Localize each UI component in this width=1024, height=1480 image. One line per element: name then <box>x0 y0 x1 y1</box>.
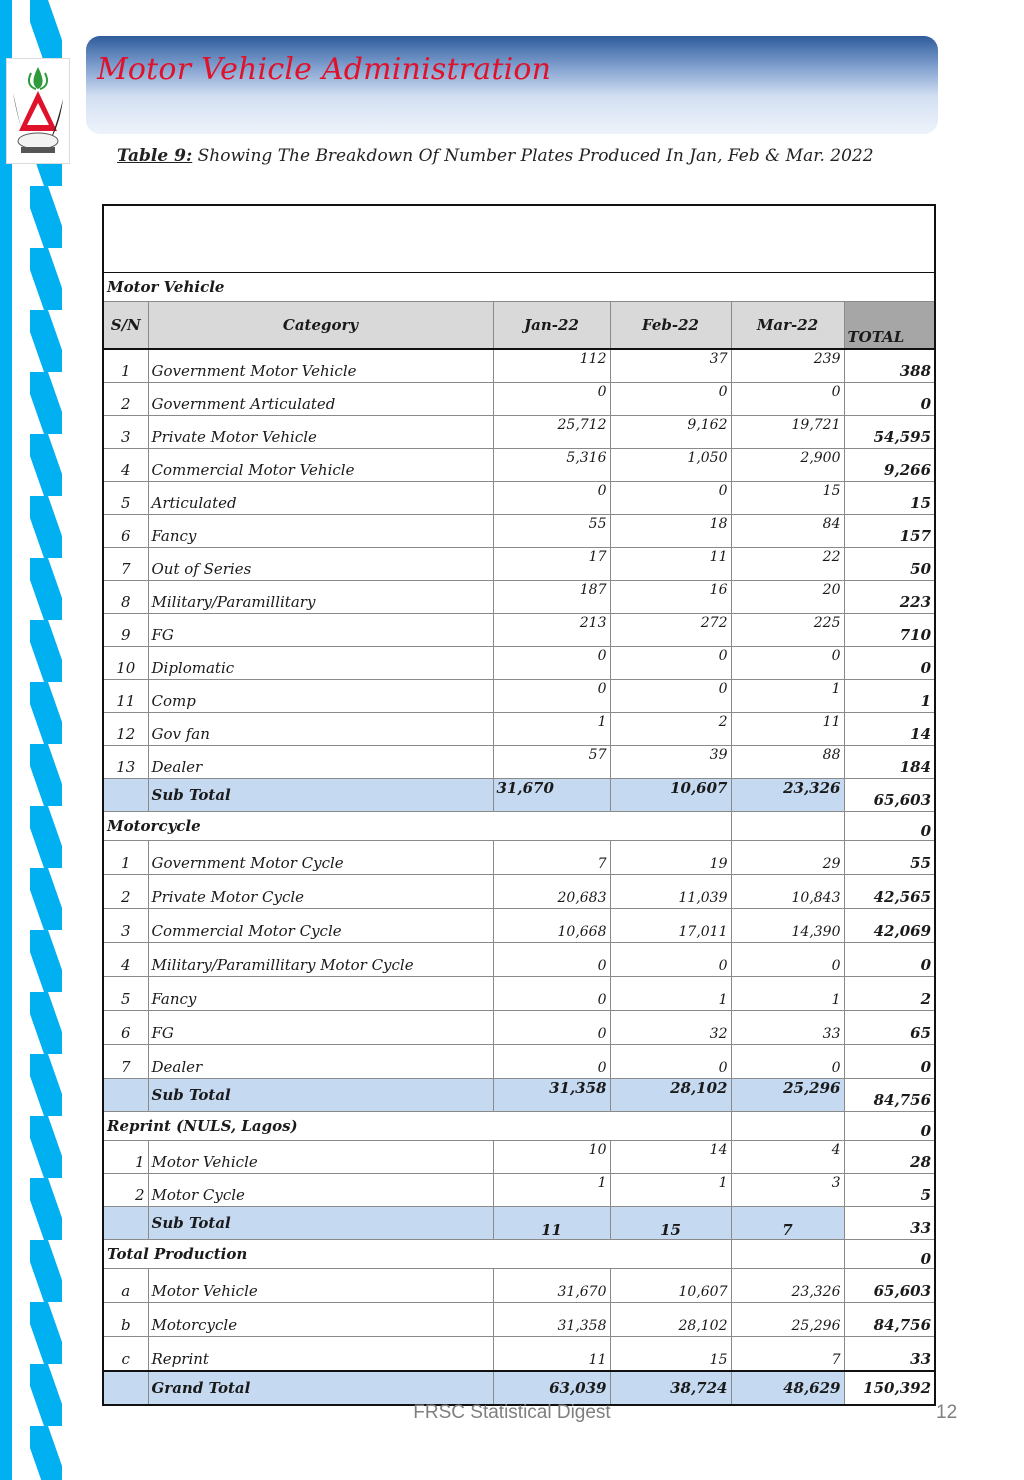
row-mar-value: 14,390 <box>731 909 844 943</box>
row-category: Motor Vehicle <box>148 1269 493 1303</box>
row-sn: 2 <box>103 1174 148 1207</box>
column-header-jan: Jan-22 <box>493 302 610 350</box>
row-jan-value: 1 <box>493 713 610 746</box>
row-category: Private Motor Vehicle <box>148 416 493 449</box>
row-category: Motor Cycle <box>148 1174 493 1207</box>
row-sn: 11 <box>103 680 148 713</box>
table-caption <box>117 146 874 166</box>
row-total-value: 0 <box>844 647 935 680</box>
row-sn: 2 <box>103 875 148 909</box>
caption-label: Table 9: <box>117 146 193 166</box>
row-mar-value: 25,296 <box>731 1303 844 1337</box>
row-total-value: 5 <box>844 1174 935 1207</box>
row-mar-value: 84 <box>731 515 844 548</box>
subtotal-feb-value: 15 <box>610 1207 731 1240</box>
row-category: Gov fan <box>148 713 493 746</box>
subtotal-sn <box>103 1371 148 1405</box>
table-blank-header <box>103 205 935 273</box>
row-category: Fancy <box>148 515 493 548</box>
footer-text: FRSC Statistical Digest <box>413 1402 611 1423</box>
subtotal-label: Grand Total <box>148 1371 493 1405</box>
row-sn: 8 <box>103 581 148 614</box>
subtotal-total-value: 150,392 <box>844 1371 935 1405</box>
row-jan-value: 57 <box>493 746 610 779</box>
row-sn: 7 <box>103 1045 148 1079</box>
table-row <box>103 875 935 909</box>
row-mar-value: 15 <box>731 482 844 515</box>
row-jan-value: 55 <box>493 515 610 548</box>
row-category: Out of Series <box>148 548 493 581</box>
caption-text: Showing The Breakdown Of Number Plates Produced In Jan, Feb & Mar. 2022 <box>192 146 874 166</box>
row-mar-value: 33 <box>731 1011 844 1045</box>
row-category: Comp <box>148 680 493 713</box>
row-category: Fancy <box>148 977 493 1011</box>
page-number: 12 <box>936 1402 958 1423</box>
row-total-value: 84,756 <box>844 1303 935 1337</box>
row-sn: 13 <box>103 746 148 779</box>
row-mar-value: 3 <box>731 1174 844 1207</box>
row-total-value: 28 <box>844 1141 935 1174</box>
subtotal-sn <box>103 779 148 812</box>
table-row <box>103 1337 935 1372</box>
row-sn: 3 <box>103 416 148 449</box>
table-row <box>103 1174 935 1207</box>
subtotal-mar-value: 25,296 <box>731 1079 844 1112</box>
row-total-value: 14 <box>844 713 935 746</box>
table-row <box>103 383 935 416</box>
row-total-value: 9,266 <box>844 449 935 482</box>
row-total-value: 388 <box>844 349 935 383</box>
row-mar-value: 22 <box>731 548 844 581</box>
subtotal-feb-value: 28,102 <box>610 1079 731 1112</box>
row-jan-value: 5,316 <box>493 449 610 482</box>
row-sn: 5 <box>103 977 148 1011</box>
subtotal-row <box>103 1079 935 1112</box>
row-mar-value: 225 <box>731 614 844 647</box>
row-feb-value: 1,050 <box>610 449 731 482</box>
row-sn: c <box>103 1337 148 1372</box>
row-feb-value: 18 <box>610 515 731 548</box>
row-mar-value: 4 <box>731 1141 844 1174</box>
row-jan-value: 10 <box>493 1141 610 1174</box>
row-sn: 1 <box>103 841 148 875</box>
section-empty <box>731 1240 844 1269</box>
table-row <box>103 515 935 548</box>
section-total-value: 0 <box>844 1112 935 1141</box>
row-feb-value: 0 <box>610 647 731 680</box>
row-total-value: 54,595 <box>844 416 935 449</box>
row-sn: 5 <box>103 482 148 515</box>
row-category: Reprint <box>148 1337 493 1372</box>
row-jan-value: 11 <box>493 1337 610 1372</box>
row-category: Private Motor Cycle <box>148 875 493 909</box>
table-row <box>103 746 935 779</box>
table-row <box>103 943 935 977</box>
subtotal-label: Sub Total <box>148 1207 493 1240</box>
row-total-value: 0 <box>844 943 935 977</box>
row-sn: 10 <box>103 647 148 680</box>
row-category: FG <box>148 1011 493 1045</box>
subtotal-jan-value: 11 <box>493 1207 610 1240</box>
subtotal-total-value: 33 <box>844 1207 935 1240</box>
row-mar-value: 23,326 <box>731 1269 844 1303</box>
row-jan-value: 0 <box>493 482 610 515</box>
row-sn: 9 <box>103 614 148 647</box>
row-jan-value: 112 <box>493 349 610 383</box>
column-header-mar: Mar-22 <box>731 302 844 350</box>
row-category: Military/Paramillitary <box>148 581 493 614</box>
section-empty <box>731 812 844 841</box>
row-category: Diplomatic <box>148 647 493 680</box>
row-feb-value: 11,039 <box>610 875 731 909</box>
subtotal-jan-value: 31,358 <box>493 1079 610 1112</box>
table-row <box>103 416 935 449</box>
row-mar-value: 1 <box>731 977 844 1011</box>
row-total-value: 0 <box>844 1045 935 1079</box>
row-feb-value: 19 <box>610 841 731 875</box>
row-mar-value: 20 <box>731 581 844 614</box>
row-jan-value: 0 <box>493 1011 610 1045</box>
section-title: Motorcycle <box>103 812 731 841</box>
row-total-value: 15 <box>844 482 935 515</box>
section-motor-vehicle <box>103 273 935 302</box>
row-feb-value: 0 <box>610 680 731 713</box>
row-sn: 7 <box>103 548 148 581</box>
table-row <box>103 909 935 943</box>
row-jan-value: 0 <box>493 647 610 680</box>
row-mar-value: 239 <box>731 349 844 383</box>
row-category: Government Motor Vehicle <box>148 349 493 383</box>
decorative-stripe <box>0 0 62 1480</box>
table-row <box>103 449 935 482</box>
row-category: Articulated <box>148 482 493 515</box>
row-mar-value: 19,721 <box>731 416 844 449</box>
subtotal-feb-value: 38,724 <box>610 1371 731 1405</box>
section-total-production <box>103 1240 935 1269</box>
row-total-value: 710 <box>844 614 935 647</box>
row-jan-value: 0 <box>493 680 610 713</box>
row-sn: 3 <box>103 909 148 943</box>
row-jan-value: 0 <box>493 943 610 977</box>
row-feb-value: 16 <box>610 581 731 614</box>
row-mar-value: 10,843 <box>731 875 844 909</box>
table-row <box>103 841 935 875</box>
row-total-value: 65,603 <box>844 1269 935 1303</box>
row-jan-value: 10,668 <box>493 909 610 943</box>
table-row <box>103 548 935 581</box>
row-feb-value: 1 <box>610 1174 731 1207</box>
row-category: Commercial Motor Cycle <box>148 909 493 943</box>
row-sn: 1 <box>103 1141 148 1174</box>
subtotal-row <box>103 1207 935 1240</box>
row-mar-value: 2,900 <box>731 449 844 482</box>
table-row <box>103 1141 935 1174</box>
section-title: Total Production <box>103 1240 731 1269</box>
row-mar-value: 11 <box>731 713 844 746</box>
row-jan-value: 25,712 <box>493 416 610 449</box>
column-header-total: TOTAL <box>844 302 935 350</box>
subtotal-jan-value: 63,039 <box>493 1371 610 1405</box>
row-jan-value: 31,670 <box>493 1269 610 1303</box>
table-row <box>103 349 935 383</box>
row-feb-value: 10,607 <box>610 1269 731 1303</box>
row-jan-value: 1 <box>493 1174 610 1207</box>
row-mar-value: 88 <box>731 746 844 779</box>
table-row <box>103 1303 935 1337</box>
row-feb-value: 2 <box>610 713 731 746</box>
subtotal-label: Sub Total <box>148 1079 493 1112</box>
grand-total-row <box>103 1371 935 1405</box>
section-motorcycle <box>103 812 935 841</box>
column-header-category: Category <box>148 302 493 350</box>
subtotal-mar-value: 7 <box>731 1207 844 1240</box>
row-total-value: 2 <box>844 977 935 1011</box>
row-feb-value: 9,162 <box>610 416 731 449</box>
row-feb-value: 0 <box>610 383 731 416</box>
row-jan-value: 0 <box>493 383 610 416</box>
row-mar-value: 0 <box>731 647 844 680</box>
subtotal-total-value: 84,756 <box>844 1079 935 1112</box>
row-feb-value: 0 <box>610 1045 731 1079</box>
section-title: Reprint (NULS, Lagos) <box>103 1112 731 1141</box>
row-total-value: 223 <box>844 581 935 614</box>
row-category: Military/Paramillitary Motor Cycle <box>148 943 493 977</box>
row-jan-value: 0 <box>493 977 610 1011</box>
section-title: Motor Vehicle <box>103 273 935 302</box>
row-category: Dealer <box>148 1045 493 1079</box>
row-feb-value: 14 <box>610 1141 731 1174</box>
row-jan-value: 213 <box>493 614 610 647</box>
row-feb-value: 272 <box>610 614 731 647</box>
row-total-value: 0 <box>844 383 935 416</box>
row-sn: 6 <box>103 515 148 548</box>
section-empty <box>731 1112 844 1141</box>
row-total-value: 33 <box>844 1337 935 1372</box>
table-row <box>103 1045 935 1079</box>
row-feb-value: 1 <box>610 977 731 1011</box>
column-header-row <box>103 302 935 350</box>
row-sn: 1 <box>103 349 148 383</box>
table-row <box>103 713 935 746</box>
row-feb-value: 11 <box>610 548 731 581</box>
subtotal-feb-value: 10,607 <box>610 779 731 812</box>
row-feb-value: 15 <box>610 1337 731 1372</box>
section-reprint <box>103 1112 935 1141</box>
table-row <box>103 1269 935 1303</box>
row-feb-value: 17,011 <box>610 909 731 943</box>
row-category: Government Motor Cycle <box>148 841 493 875</box>
row-feb-value: 0 <box>610 943 731 977</box>
row-feb-value: 28,102 <box>610 1303 731 1337</box>
section-total-value: 0 <box>844 812 935 841</box>
row-mar-value: 29 <box>731 841 844 875</box>
subtotal-row <box>103 779 935 812</box>
column-header-feb: Feb-22 <box>610 302 731 350</box>
subtotal-sn <box>103 1207 148 1240</box>
row-category: Motor Vehicle <box>148 1141 493 1174</box>
subtotal-mar-value: 48,629 <box>731 1371 844 1405</box>
row-category: Government Articulated <box>148 383 493 416</box>
subtotal-total-value: 65,603 <box>844 779 935 812</box>
table-row <box>103 1011 935 1045</box>
row-total-value: 184 <box>844 746 935 779</box>
subtotal-sn <box>103 1079 148 1112</box>
table-row <box>103 614 935 647</box>
subtotal-mar-value: 23,326 <box>731 779 844 812</box>
row-sn: 4 <box>103 449 148 482</box>
row-jan-value: 7 <box>493 841 610 875</box>
row-total-value: 42,069 <box>844 909 935 943</box>
row-feb-value: 32 <box>610 1011 731 1045</box>
row-mar-value: 0 <box>731 1045 844 1079</box>
row-jan-value: 0 <box>493 1045 610 1079</box>
column-header-sn: S/N <box>103 302 148 350</box>
subtotal-jan-value: 31,670 <box>493 779 610 812</box>
table-row <box>103 977 935 1011</box>
row-mar-value: 7 <box>731 1337 844 1372</box>
row-sn: 2 <box>103 383 148 416</box>
row-sn: 12 <box>103 713 148 746</box>
row-total-value: 42,565 <box>844 875 935 909</box>
row-jan-value: 17 <box>493 548 610 581</box>
row-jan-value: 187 <box>493 581 610 614</box>
row-sn: 4 <box>103 943 148 977</box>
row-sn: a <box>103 1269 148 1303</box>
row-total-value: 1 <box>844 680 935 713</box>
row-category: Motorcycle <box>148 1303 493 1337</box>
table-row <box>103 647 935 680</box>
row-category: Commercial Motor Vehicle <box>148 449 493 482</box>
section-total-value: 0 <box>844 1240 935 1269</box>
row-mar-value: 0 <box>731 943 844 977</box>
row-feb-value: 39 <box>610 746 731 779</box>
table-row <box>103 482 935 515</box>
row-mar-value: 0 <box>731 383 844 416</box>
row-feb-value: 37 <box>610 349 731 383</box>
row-mar-value: 1 <box>731 680 844 713</box>
row-jan-value: 20,683 <box>493 875 610 909</box>
row-jan-value: 31,358 <box>493 1303 610 1337</box>
subtotal-label: Sub Total <box>148 779 493 812</box>
row-feb-value: 0 <box>610 482 731 515</box>
row-category: Dealer <box>148 746 493 779</box>
frsc-logo-icon <box>6 58 70 164</box>
row-total-value: 50 <box>844 548 935 581</box>
row-sn: b <box>103 1303 148 1337</box>
row-total-value: 65 <box>844 1011 935 1045</box>
number-plates-table <box>102 204 936 1406</box>
row-total-value: 157 <box>844 515 935 548</box>
row-category: FG <box>148 614 493 647</box>
row-total-value: 55 <box>844 841 935 875</box>
page-title: Motor Vehicle Administration <box>97 52 552 87</box>
row-sn: 6 <box>103 1011 148 1045</box>
table-row <box>103 581 935 614</box>
table-row <box>103 680 935 713</box>
